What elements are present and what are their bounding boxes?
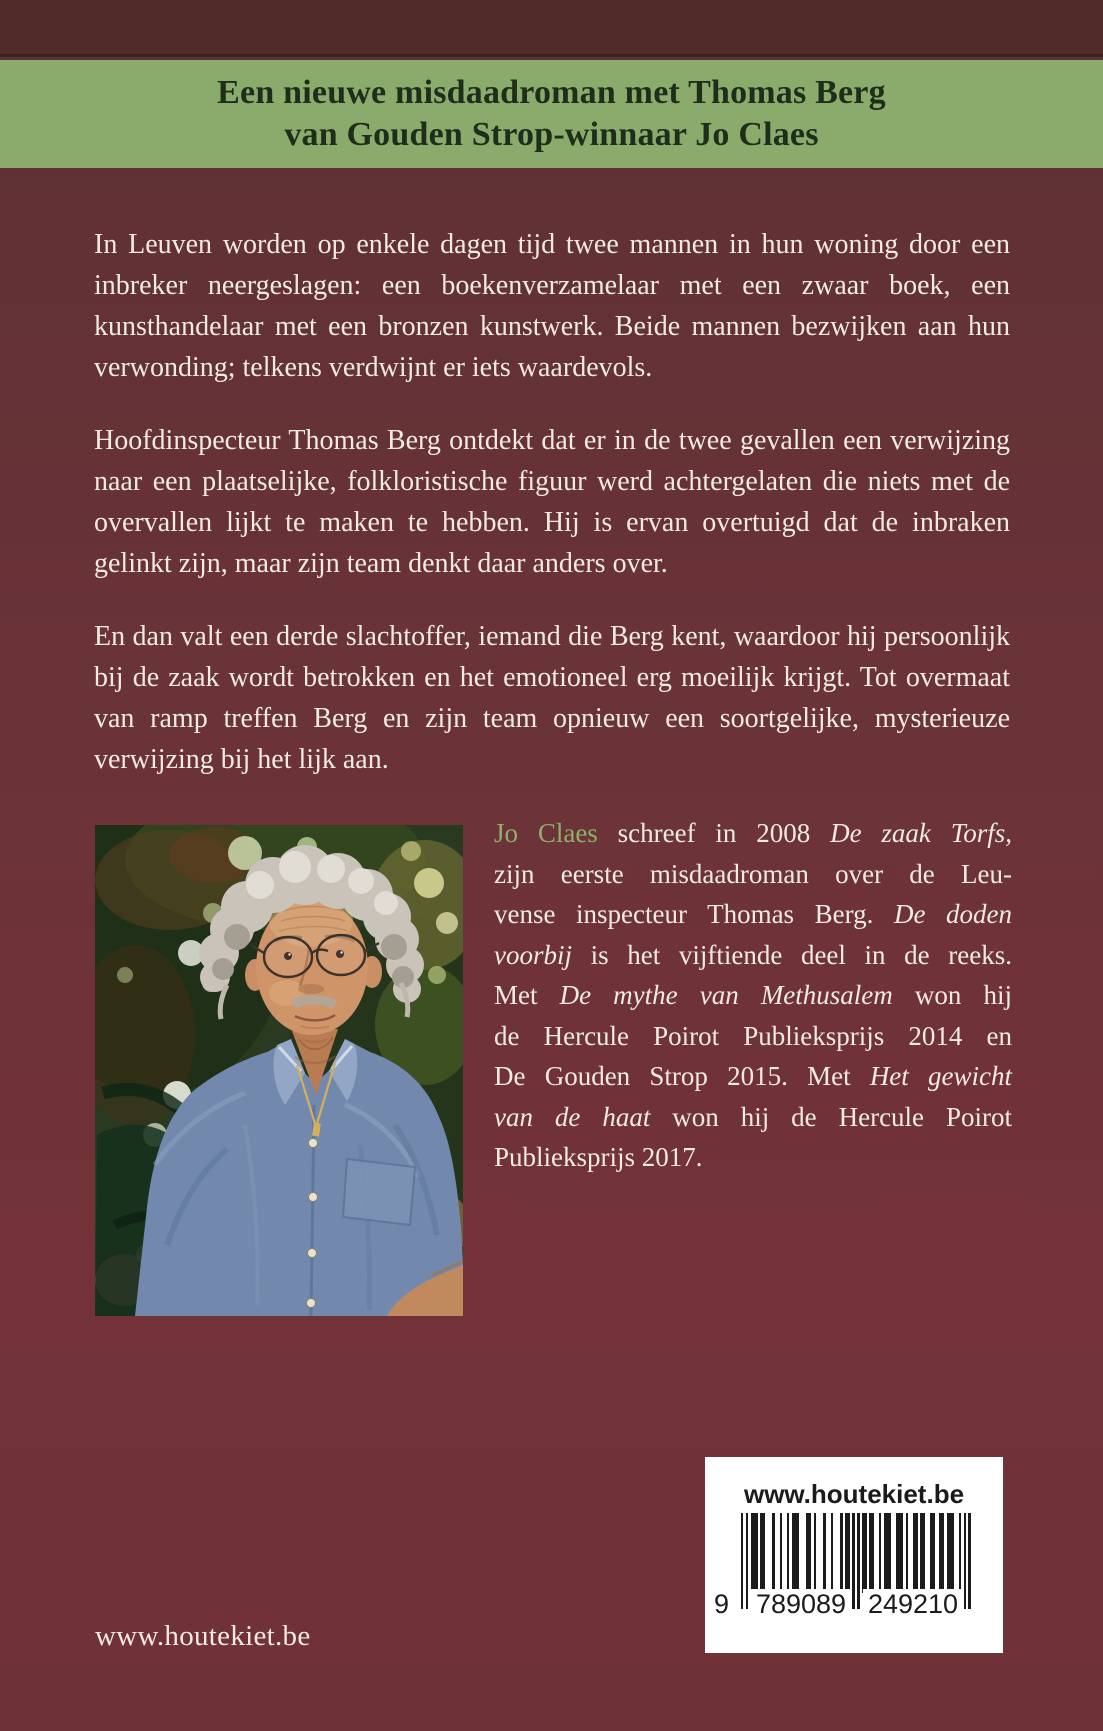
- bio-line: zijn eerste misdaadroman over de Leu-: [494, 858, 1012, 889]
- author-bio: [494, 813, 1012, 1178]
- publisher-website-barcode: www.houtekiet.be: [743, 1479, 965, 1509]
- isbn-check-digit: 9: [714, 1589, 730, 1619]
- bio-line: van de haat won hij de Hercule Poirot: [494, 1101, 1012, 1132]
- publisher-website: www.houtekiet.be: [95, 1620, 311, 1652]
- banner: [0, 60, 1103, 168]
- synopsis-paragraph-3: En dan valt een derde slachtoffer, iemand die Berg kent, waardoor hij persoonlijk bij de zaak wordt betrokken en het emotioneel erg moeilijk krijgt. Tot overmaat van ramp treffen Berg en zijn team opnieuw een soortgelijke, mysterieuze verwijzing bij het lijk aan.: [94, 621, 1010, 775]
- bio-line: Jo Claes schreef in 2008 De zaak Torfs,: [494, 818, 1013, 848]
- banner-line-1: Een nieuwe misdaadroman met Thomas Berg: [217, 74, 886, 111]
- bio-line: Publieksprijs 2017.: [494, 1142, 703, 1172]
- isbn-group-2: 249210: [863, 1589, 963, 1620]
- synopsis: [94, 224, 1010, 812]
- top-strip: [0, 0, 1103, 57]
- isbn-group-1: 789089: [751, 1589, 851, 1620]
- author-portrait-illustration: [95, 825, 463, 1316]
- isbn-number: [705, 1589, 1003, 1623]
- bio-line: De Gouden Strop 2015. Met Het gewicht: [494, 1061, 1012, 1091]
- bio-line: voorbij is het vijftiende deel in de reeks.: [494, 939, 1012, 970]
- synopsis-paragraph-1: In Leuven worden op enkele dagen tijd twee mannen in hun woning door een inbreker neergeslagen: een boekenverzamelaar met een zwaar boek, een kunsthandelaar met een bronzen kunstwerk. Beide mannen bezwijken aan hun verwonding; telkens verdwijnt er iets waardevols.: [94, 229, 1010, 383]
- barcode-panel: [705, 1457, 1003, 1653]
- author-photo: [95, 825, 463, 1316]
- banner-line-2: van Gouden Strop-winnaar Jo Claes: [284, 116, 819, 153]
- bio-line: de Hercule Poirot Publieksprijs 2014 en: [494, 1020, 1012, 1051]
- synopsis-paragraph-2: Hoofdinspecteur Thomas Berg ontdekt dat er in de twee gevallen een verwijzing naar een plaatselijke, folkloristische figuur werd achtergelaten die niets met de overvallen lijkt te maken te hebben. Hij is ervan overtuigd dat de inbraken gelinkt zijn, maar zijn team denkt daar anders over.: [94, 425, 1010, 579]
- bio-line: vense inspecteur Thomas Berg. De doden: [494, 899, 1013, 929]
- bio-line: Met De mythe van Methusalem won hij: [494, 980, 1012, 1010]
